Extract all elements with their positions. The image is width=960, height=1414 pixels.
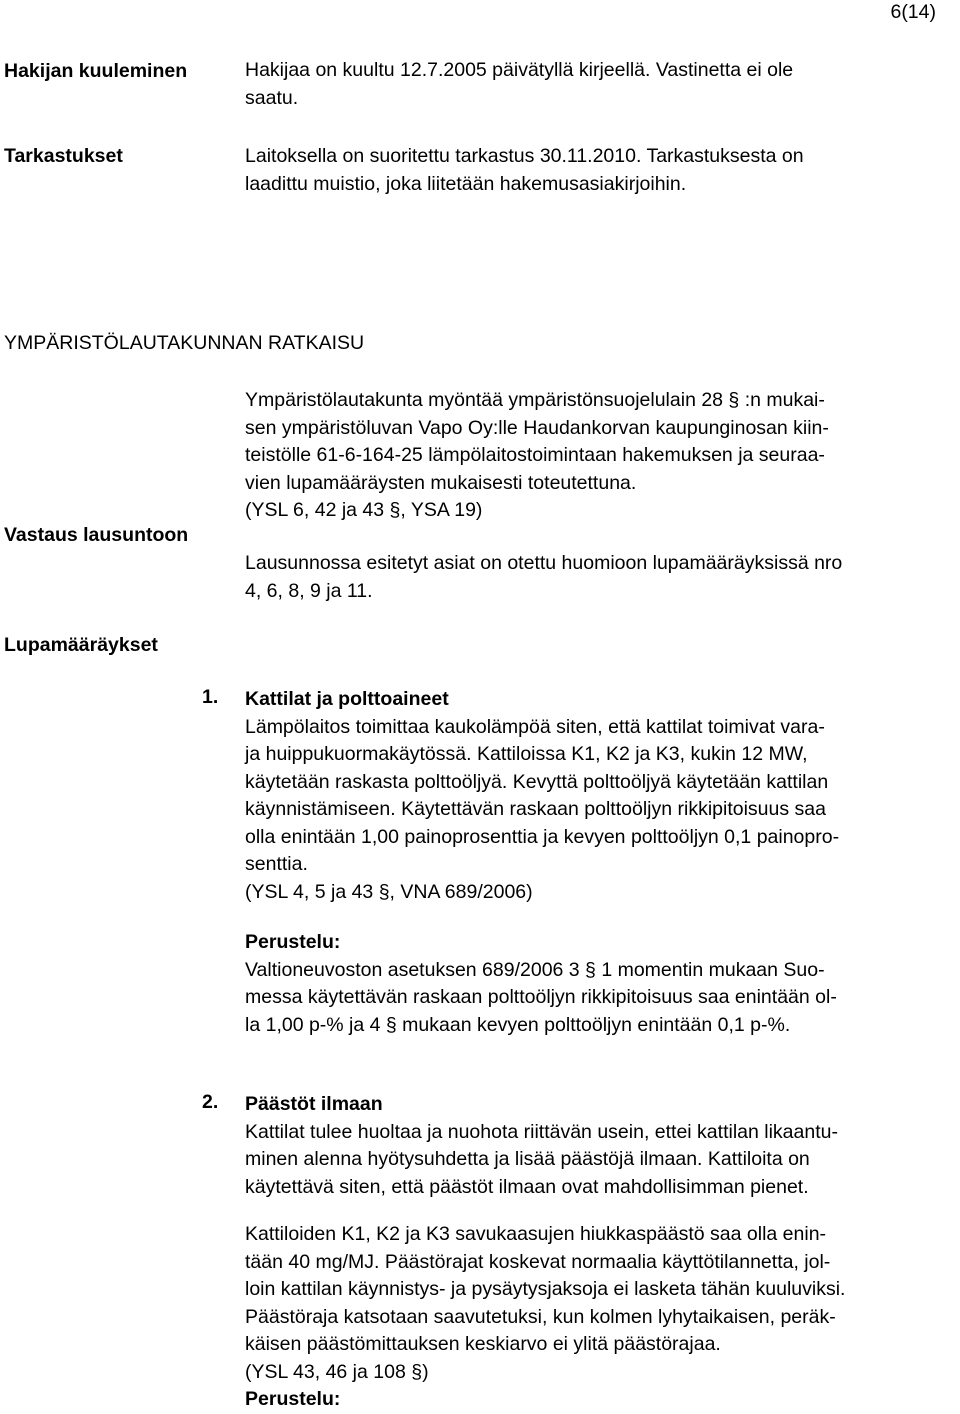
text-line: olla enintään 1,00 painoprosenttia ja kevyen polttoöljyn 0,1 painopro-	[245, 825, 840, 848]
item-1-perustelu	[245, 929, 957, 1039]
text-line: käytetään raskasta polttoöljyä. Kevyttä polttoöljyä käytetään kattilan	[245, 770, 829, 793]
text-line: käynnistämiseen. Käytettävän raskaan polttoöljyn rikkipitoisuus saa	[245, 798, 826, 820]
section-label-lupamaaraykset: Lupamääräykset	[4, 634, 158, 656]
text-line: käisen päästömittauksen keskiarvo ei ylitä päästörajaa.	[245, 1333, 721, 1355]
item-number: 2.	[202, 1091, 219, 1113]
text-line: 4, 6, 8, 9 ja 11.	[245, 579, 373, 602]
text-line: Valtioneuvoston asetuksen 689/2006 3 § 1 momentin mukaan Suo-	[245, 958, 825, 981]
page-number: 6(14)	[890, 1, 936, 23]
text-line: sen ympäristöluvan Vapo Oy:lle Haudankorvan kaupunginosan kiin-	[245, 416, 829, 439]
item-title: Kattilat ja polttoaineet	[245, 688, 449, 710]
text-line: ja huippukuormakäytössä. Kattiloissa K1, K2 ja K3, kukin 12 MW,	[245, 743, 808, 765]
text-line: (YSL 4, 5 ja 43 §, VNA 689/2006)	[245, 880, 533, 903]
text-line: laadittu muistio, joka liitetään hakemusasiakirjoihin.	[245, 172, 687, 195]
kuuleminen-text	[245, 57, 957, 112]
perustelu-label: Perustelu:	[245, 1388, 341, 1410]
text-line: Päästöraja katsotaan saavutetuksi, kun kolmen lyhytaikaisen, peräk-	[245, 1305, 836, 1328]
text-line: (YSL 43, 46 ja 108 §)	[245, 1360, 429, 1383]
text-line: messa käytettävän raskaan polttoöljyn rikkipitoisuus saa enintään ol-	[245, 986, 837, 1008]
text-line: minen alenna hyötysuhdetta ja lisää päästöjä ilmaan. Kattiloita on	[245, 1148, 810, 1170]
text-line: Ympäristölautakunta myöntää ympäristönsuojelulain 28 § :n mukai-	[245, 389, 825, 411]
text-line: Lämpölaitos toimittaa kaukolämpöä siten, että kattilat toimivat vara-	[245, 715, 825, 738]
text-line: saatu.	[245, 86, 299, 109]
tarkastukset-text	[245, 143, 957, 198]
item-title: Päästöt ilmaan	[245, 1093, 383, 1115]
main-heading: YMPÄRISTÖLAUTAKUNNAN RATKAISU	[4, 332, 365, 354]
vastaus-text	[245, 550, 957, 605]
item-2-continued	[245, 1221, 957, 1414]
text-line: loin kattilan käynnistys- ja pysäytysjaksoja ei lasketa tähän kuuluviksi.	[245, 1278, 846, 1300]
text-line: käytettävä siten, että päästöt ilmaan ovat mahdollisimman pienet.	[245, 1175, 809, 1198]
text-line: (YSL 6, 42 ja 43 §, YSA 19)	[245, 499, 483, 521]
text-line: Kattiloiden K1, K2 ja K3 savukaasujen hiukkaspäästö saa olla enin-	[245, 1223, 827, 1245]
decision-text	[245, 387, 957, 525]
text-line: la 1,00 p-% ja 4 § mukaan kevyen polttoöljyn enintään 0,1 p-%.	[245, 1013, 791, 1036]
text-line: teistölle 61-6-164-25 lämpölaitostoimintaan hakemuksen ja seuraa-	[245, 444, 825, 466]
section-label-kuuleminen: Hakijan kuuleminen	[4, 60, 188, 82]
text-line: Lausunnossa esitetyt asiat on otettu huomioon lupamääräyksissä nro	[245, 552, 843, 574]
perustelu-label: Perustelu:	[245, 931, 341, 953]
section-label-vastaus: Vastaus lausuntoon	[4, 524, 189, 546]
text-line: senttia.	[245, 853, 308, 875]
text-line: Hakijaa on kuultu 12.7.2005 päivätyllä kirjeellä. Vastinetta ei ole	[245, 59, 794, 81]
item-2	[245, 1091, 957, 1201]
text-line: Kattilat tulee huoltaa ja nuohota riittävän usein, ettei kattilan likaantu-	[245, 1120, 838, 1143]
text-line: Laitoksella on suoritettu tarkastus 30.11.2010. Tarkastuksesta on	[245, 145, 804, 167]
text-line: vien lupamääräysten mukaisesti toteutettuna.	[245, 471, 637, 494]
section-label-tarkastukset: Tarkastukset	[4, 145, 123, 167]
item-1	[245, 686, 957, 906]
text-line: tään 40 mg/MJ. Päästörajat koskevat normaalia käyttötilannetta, jol-	[245, 1250, 831, 1273]
item-number: 1.	[202, 686, 219, 708]
